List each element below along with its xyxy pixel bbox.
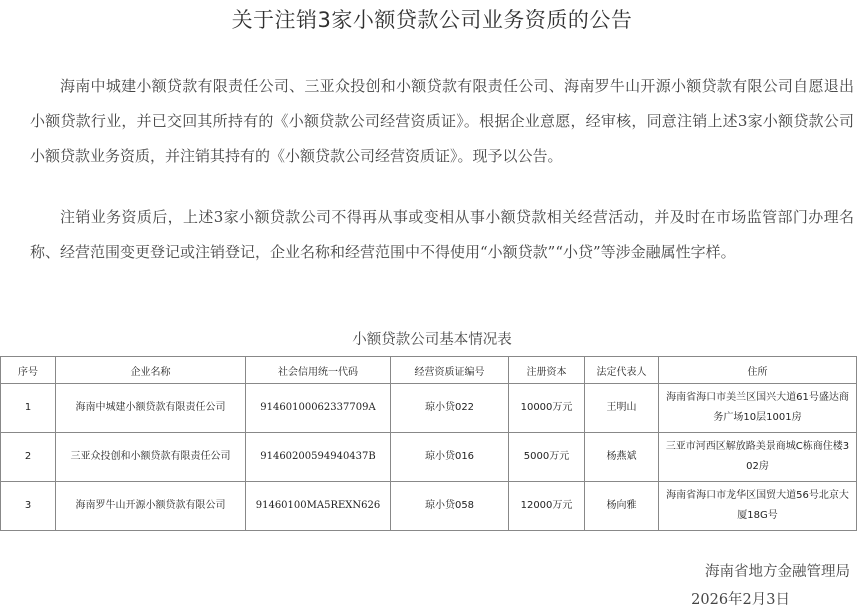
- table-row: [1, 433, 857, 482]
- cell-license-number: 琼小贷058: [391, 482, 509, 531]
- announcement-paragraph-1: 海南中城建小额贷款有限责任公司、三亚众投创和小额贷款有限责任公司、海南罗牛山开源小额贷款有限公司自愿退出小额贷款行业，并已交回其所持有的《小额贷款公司经营资质证》。根据企业意愿，经审核，同意注销上述3家小额贷款公司小额贷款业务资质，并注销其持有的《小额贷款公司经营资质证》。现予以公告。: [30, 77, 854, 165]
- header-registered-capital: 注册资本: [509, 357, 585, 384]
- issuing-organization: 海南省地方金融管理局: [705, 564, 850, 580]
- cell-index: 1: [1, 384, 56, 433]
- table-row: [1, 384, 857, 433]
- table-header-row: [1, 357, 857, 384]
- cell-address: 海南省海口市美兰区国兴大道61号盛达商务广场10层1001房: [659, 384, 857, 433]
- cell-credit-code: 91460100MA5REXN626: [246, 482, 391, 531]
- table-row: [1, 482, 857, 531]
- cell-company-name: 海南中城建小额贷款有限责任公司: [56, 384, 246, 433]
- cell-company-name: 三亚众投创和小额贷款有限责任公司: [56, 433, 246, 482]
- announcement-paragraph-2: 注销业务资质后，上述3家小额贷款公司不得再从事或变相从事小额贷款相关经营活动，并及时在市场监管部门办理名称、经营范围变更登记或注销登记，企业名称和经营范围中不得使用“小额贷款”“小贷”等涉金融属性字样。: [30, 208, 854, 261]
- header-index: 序号: [1, 357, 56, 384]
- header-credit-code: 社会信用统一代码: [246, 357, 391, 384]
- cell-registered-capital: 10000万元: [509, 384, 585, 433]
- cell-registered-capital: 5000万元: [509, 433, 585, 482]
- cell-registered-capital: 12000万元: [509, 482, 585, 531]
- cell-legal-representative: 杨向雅: [585, 482, 659, 531]
- table-caption: 小额贷款公司基本情况表: [352, 332, 512, 348]
- cell-address: 海南省海口市龙华区国贸大道56号北京大厦18G号: [659, 482, 857, 531]
- company-info-table: [0, 356, 857, 531]
- cell-legal-representative: 王明山: [585, 384, 659, 433]
- cell-credit-code: 91460200594940437B: [246, 433, 391, 482]
- header-legal-representative: 法定代表人: [585, 357, 659, 384]
- cell-license-number: 琼小贷022: [391, 384, 509, 433]
- cell-index: 2: [1, 433, 56, 482]
- signature-block: [691, 558, 850, 614]
- header-license-number: 经营资质证编号: [391, 357, 509, 384]
- cell-license-number: 琼小贷016: [391, 433, 509, 482]
- cell-index: 3: [1, 482, 56, 531]
- cell-company-name: 海南罗牛山开源小额贷款有限公司: [56, 482, 246, 531]
- cell-legal-representative: 杨燕斌: [585, 433, 659, 482]
- cell-credit-code: 91460100062337709A: [246, 384, 391, 433]
- page-title: 关于注销3家小额贷款公司业务资质的公告: [231, 8, 633, 32]
- issue-date: 2026年2月3日: [691, 592, 790, 608]
- cell-address: 三亚市河西区解放路美景商城C栋商住楼302房: [659, 433, 857, 482]
- header-address: 住所: [659, 357, 857, 384]
- header-company-name: 企业名称: [56, 357, 246, 384]
